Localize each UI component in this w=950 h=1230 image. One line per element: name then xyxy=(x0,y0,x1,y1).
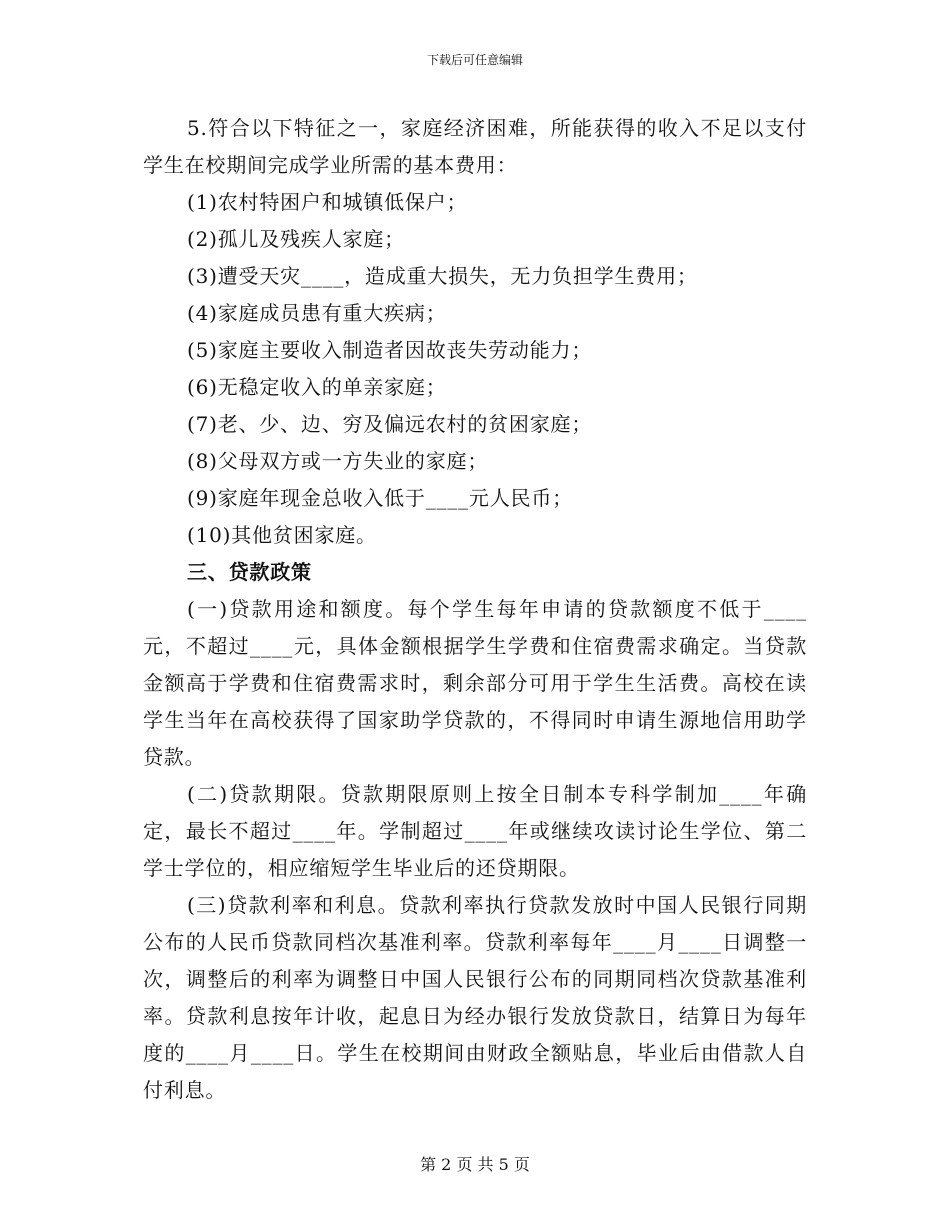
eligibility-item-10: (10)其他贫困家庭。 xyxy=(187,523,377,547)
eligibility-intro: 5.符合以下特征之一，家庭经济困难，所能获得的收入不足以支付学生在校期间完成学业所需的基本费用： xyxy=(143,116,807,177)
policy-paragraph-interest: (三)贷款利率和利息。贷款利率执行贷款发放时中国人民银行同期公布的人民币贷款同档次基准利率。贷款利率每年____月____日调整一次，调整后的利率为调整日中国人民银行公布的同期同档次贷款基准利率。贷款利息按年计收，起息日为经办银行发放贷款日，结算日为每年度的____月____日。学生在校期间由财政全额贴息，毕业后由借款人自付利息。 xyxy=(143,893,807,1102)
eligibility-item-8: (8)父母双方或一方失业的家庭； xyxy=(187,449,489,473)
document-body xyxy=(143,110,807,1109)
eligibility-item-5: (5)家庭主要收入制造者因故丧失劳动能力； xyxy=(187,338,593,362)
policy-paragraph-purpose: (一)贷款用途和额度。每个学生每年申请的贷款额度不低于____元，不超过____元，具体金额根据学生学费和住宿费需求确定。当贷款金额高于学费和住宿费需求时，剩余部分可用于学生生活费。高校在读学生当年在高校获得了国家助学贷款的，不得同时申请生源地信用助学贷款。 xyxy=(143,597,807,769)
policy-paragraph-term: (二)贷款期限。贷款期限原则上按全日制本专科学制加____年确定，最长不超过____年。学制超过____年或继续攻读讨论生学位、第二学士学位的，相应缩短学生毕业后的还贷期限。 xyxy=(143,782,807,880)
eligibility-item-1: (1)农村特困户和城镇低保户； xyxy=(187,190,468,214)
eligibility-item-9: (9)家庭年现金总收入低于____元人民币； xyxy=(187,486,573,510)
eligibility-item-2: (2)孤儿及残疾人家庭； xyxy=(187,227,405,251)
eligibility-item-7: (7)老、少、边、穷及偏远农村的贫困家庭； xyxy=(187,412,593,436)
section-heading-loan-policy: 三、贷款政策 xyxy=(187,560,312,584)
page-number: 第 2 页 共 5 页 xyxy=(420,1155,530,1174)
eligibility-item-3: (3)遭受天灾____，造成重大损失，无力负担学生费用； xyxy=(187,264,698,288)
eligibility-item-6: (6)无稳定收入的单亲家庭； xyxy=(187,375,447,399)
page-header-note: 下载后可任意编辑 xyxy=(426,53,523,67)
eligibility-item-4: (4)家庭成员患有重大疾病； xyxy=(187,301,447,325)
